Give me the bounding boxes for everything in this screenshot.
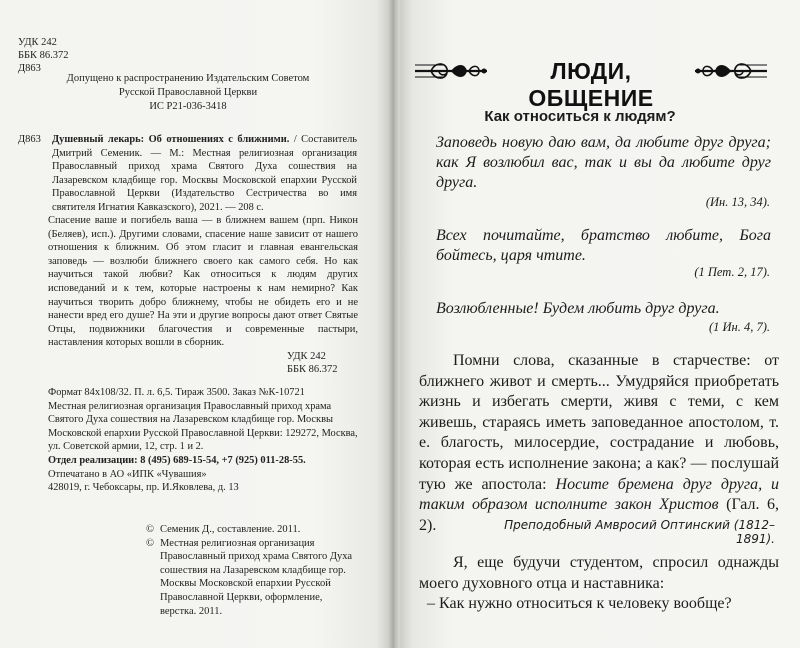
approval-block: [18, 72, 358, 115]
paragraph-italic-quote: Носите бремена друг друга, и таким образом исполните закон Христов: [419, 475, 780, 514]
bbk-code-2: ББК 86.372: [287, 364, 338, 375]
scripture-quote-3: Возлюбленные! Будем любить друг друга.: [436, 300, 720, 317]
ornament-right-icon: [691, 56, 771, 86]
section-title: Как относиться к людям?: [484, 108, 676, 125]
copyright-item: [146, 537, 361, 619]
scripture-ref-2: (1 Пет. 2, 17).: [694, 265, 770, 279]
udk-top-block: [18, 36, 69, 75]
annotation: Спасение ваше и погибель ваша — в ближнем вашем (прп. Никон (Беляев), исп.). Другими словами, спасение наше зависит от нашего отношения к ближним. Об этом гласит и главная евангельская заповедь — возлюби ближнего своего как самого себя. Но как научиться такой любви? Как относиться к людям других исповеданий и к тем, которые настроены к нам немирно? Как научиться творить добро ближнему, чтобы не обидеть его и не нанести вред его душе? На эти и другие вопросы дают ответ Святые Отцы, подвижники благочестия и современные пастыри, наставления которых вошли в сборник.: [48, 215, 358, 349]
ornament-left-icon: [411, 56, 491, 86]
chapter-header: [411, 56, 771, 111]
imprint-block: [48, 386, 363, 495]
book-gutter: [388, 0, 400, 648]
paragraph-text: Я, еще будучи студентом, спросил однажды моего духовного отца и наставника:: [419, 554, 779, 592]
scripture-quote-1: Заповедь новую даю вам, да любите друг друга; как Я возлюбил вас, так и вы да любите друг друга.: [436, 134, 771, 191]
approval-line-1: Допущено к распространению Издательским Советом: [66, 73, 310, 84]
approval-line-2: Русской Православной Церкви: [118, 87, 258, 99]
copyright-text: Семеник Д., составление. 2011.: [160, 524, 301, 535]
approval-number: ИС Р21-036-3418: [149, 101, 227, 113]
bibliographic-description: [52, 133, 357, 214]
book-title: Душевный лекарь: Об отношениях с ближними.: [52, 134, 290, 145]
author-code: Д863: [18, 63, 41, 74]
copyright-symbol: ©: [146, 537, 154, 549]
chapter-title: ЛЮДИ, ОБЩЕНИЕ: [528, 58, 654, 111]
udk-code-2: УДК 242: [287, 351, 326, 362]
udk-mid-block: [287, 350, 338, 376]
imprint-organization: Местная религиозная организация Православный приход храма Святого Духа сошествия на Лазаревском кладбище гор. Москвы Московской епархии Русской Православной Церкви: 129272, Москва, ул. Советской армии, 12, стр. 1 и 2.: [48, 400, 358, 453]
copyright-text: Местная религиозная организация Православный приход храма Святого Духа сошествия на Лазаревском кладбище гор. Москвы Московской епархии Русской Православной Церкви, оформление, верстка. 2011.: [160, 537, 353, 617]
biblio-details: / Составитель Дмитрий Семеник. — М.: Местная религиозная организация Православный приход храма Святого Духа сошествия на Лазаревском кладбище гор. Москвы Московской епархии Русской Православной Церкви (Издательство Сестричества во имя святителя Игнатия Кавказского), 2021. — 208 с.: [52, 134, 357, 213]
imprint-sales: Отдел реализации: 8 (495) 689-15-54, +7 (925) 011-28-55.: [48, 454, 306, 466]
paragraph-starchestvo: [419, 351, 779, 536]
bbk-code: ББК 86.372: [18, 50, 69, 61]
udk-code: УДК 242: [18, 37, 57, 48]
dialogue-line: – Как нужно относиться к человеку вообще?: [427, 595, 732, 613]
quote-attribution: Преподобный Амвросий Оптинский (1812–1891).: [504, 518, 775, 546]
copyright-item: [146, 523, 361, 537]
imprint-format: Формат 84x108/32. П. л. 6,5. Тираж 3500. Заказ №К-10721: [48, 387, 305, 398]
scripture-ref-1: (Ин. 13, 34).: [705, 195, 770, 209]
imprint-address: 428019, г. Чебоксары, пр. И.Яковлева, д. 13: [48, 482, 239, 494]
biblio-index-code: Д863: [18, 134, 41, 145]
copyright-block: [146, 523, 361, 618]
paragraph-text: Помни слова, сказанные в старчестве: от ближнего живот и смерть... Умудряйся приобретать жизнь и избегать смерти, живя с теми, с кем живешь, стараясь иметь заповеданное апостолом, т. е. благость, милосердие, сострадание и любовь, которая есть исполнение закона; а как? — послушай тую же апостола:: [419, 352, 779, 493]
scripture-ref-3: (1 Ин. 4, 7).: [708, 320, 770, 334]
scripture-quote-2: Всех почитайте, братство любите, Бога бойтесь, царя чтите.: [436, 227, 771, 264]
imprint-printer: Отпечатано в АО «ИПК «Чувашия»: [48, 468, 207, 480]
paragraph-student: [419, 553, 779, 615]
copyright-symbol: ©: [146, 524, 154, 535]
paragraph-ref: (Гал. 6, 2).: [419, 496, 780, 534]
